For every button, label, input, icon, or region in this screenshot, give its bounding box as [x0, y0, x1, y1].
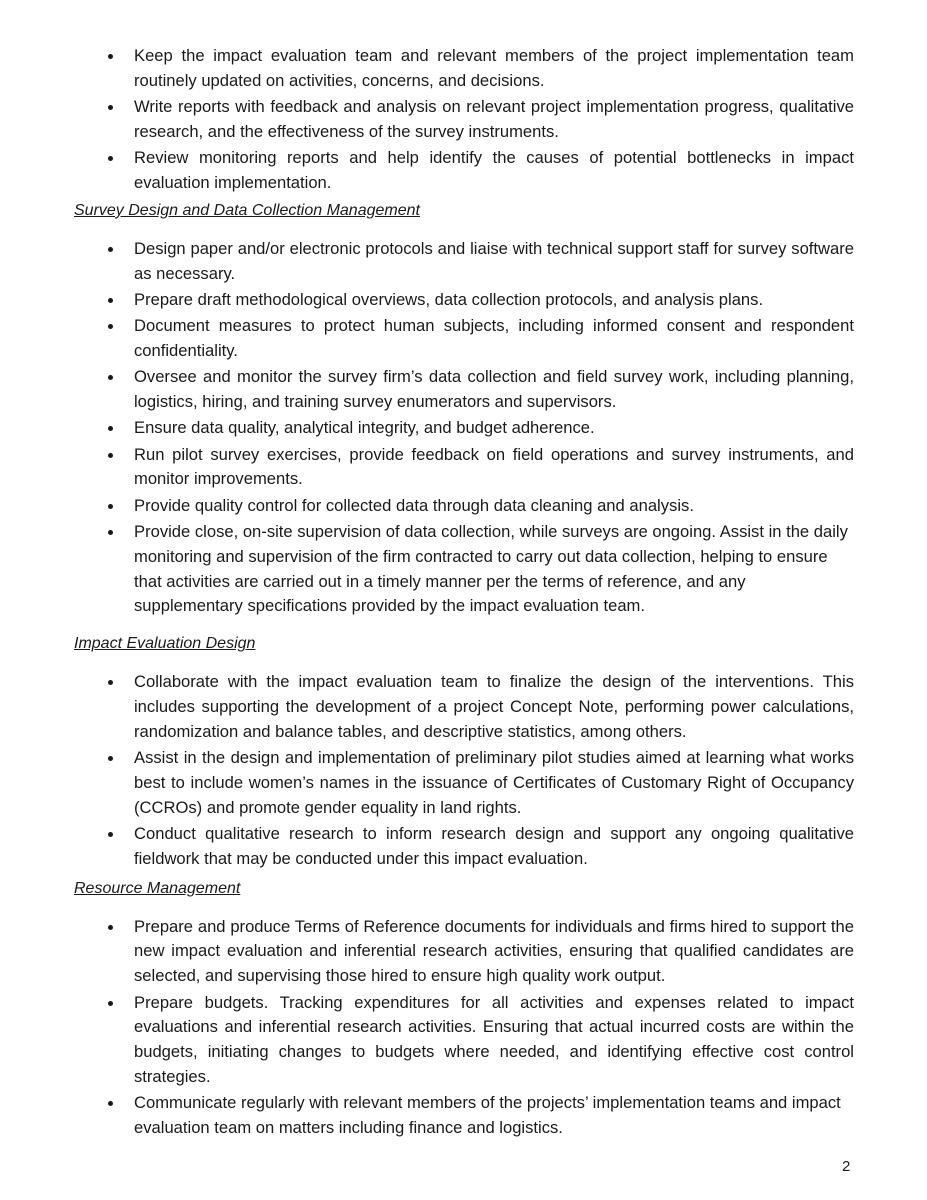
bullet-icon — [108, 324, 113, 329]
list-item: Provide quality control for collected data through data cleaning and analysis. — [74, 494, 854, 519]
bullet-icon — [108, 1001, 113, 1006]
list-item: Document measures to protect human subjects, including informed consent and respondent confidentiality. — [74, 314, 854, 364]
list-item: Provide close, on-site supervision of data collection, while surveys are ongoing. Assist in the daily monitoring and supervision of the firm contracted to carry out data collection, helping to ensure that activities are carried out in a timely manner per the terms of reference, and any supplementary specifications provided by the impact evaluation team. — [74, 520, 854, 619]
bullet-icon — [108, 756, 113, 761]
list-item: Oversee and monitor the survey firm’s data collection and field survey work, including planning, logistics, hiring, and training survey enumerators and supervisors. — [74, 365, 854, 415]
list-item: Review monitoring reports and help identify the causes of potential bottlenecks in impact evaluation implementation. — [74, 146, 854, 196]
list-item: Run pilot survey exercises, provide feedback on field operations and survey instruments, and monitor improvements. — [74, 443, 854, 493]
list-item: Collaborate with the impact evaluation team to finalize the design of the interventions. This includes supporting the development of a project Concept Note, performing power calculations, randomization and balance tables, and descriptive statistics, among others. — [74, 670, 854, 744]
document-page — [74, 44, 854, 1142]
section-heading-impact-design: Impact Evaluation Design — [74, 635, 256, 653]
bullet-icon — [108, 1101, 113, 1106]
list-item: Keep the impact evaluation team and relevant members of the project implementation team routinely updated on activities, concerns, and decisions. — [74, 44, 854, 94]
list-item: Assist in the design and implementation of preliminary pilot studies aimed at learning what works best to include women’s names in the issuance of Certificates of Customary Right of Occupancy (CCROs) and promote gender equality in land rights. — [74, 746, 854, 820]
bullet-icon — [108, 530, 113, 535]
impact-design-bullet-list — [74, 670, 854, 871]
bullet-icon — [108, 54, 113, 59]
bullet-icon — [108, 426, 113, 431]
section-heading-survey-design: Survey Design and Data Collection Management — [74, 201, 420, 219]
list-item: Communicate regularly with relevant members of the projects’ implementation teams and impact evaluation team on matters including finance and logistics. — [74, 1091, 854, 1141]
list-item: Prepare and produce Terms of Reference documents for individuals and firms hired to support the new impact evaluation and inferential research activities, ensuring that qualified candidates are selected, and supervising those hired to ensure high quality work output. — [74, 915, 854, 989]
bullet-icon — [108, 105, 113, 110]
survey-design-bullet-list — [74, 237, 854, 619]
list-item: Prepare budgets. Tracking expenditures for all activities and expenses related to impact evaluations and inferential research activities. Ensuring that actual incurred costs are within the budgets, initiating changes to budgets where needed, and identifying effective cost control strategies. — [74, 991, 854, 1090]
bullet-icon — [108, 453, 113, 458]
list-item: Prepare draft methodological overviews, data collection protocols, and analysis plans. — [74, 288, 854, 313]
list-item: Write reports with feedback and analysis on relevant project implementation progress, qualitative research, and the effectiveness of the survey instruments. — [74, 95, 854, 145]
bullet-icon — [108, 156, 113, 161]
list-item: Design paper and/or electronic protocols and liaise with technical support staff for survey software as necessary. — [74, 237, 854, 287]
bullet-icon — [108, 680, 113, 685]
bullet-icon — [108, 298, 113, 303]
bullet-icon — [108, 504, 113, 509]
section-heading-resource-management: Resource Management — [74, 879, 241, 897]
page-number: 2 — [842, 1158, 851, 1175]
resource-management-bullet-list — [74, 915, 854, 1141]
list-item: Conduct qualitative research to inform research design and support any ongoing qualitative fieldwork that may be conducted under this impact evaluation. — [74, 822, 854, 872]
bullet-icon — [108, 925, 113, 930]
bullet-icon — [108, 247, 113, 252]
list-item: Ensure data quality, analytical integrity, and budget adherence. — [74, 416, 854, 441]
bullet-icon — [108, 375, 113, 380]
bullet-icon — [108, 832, 113, 837]
intro-bullet-list — [74, 44, 854, 196]
